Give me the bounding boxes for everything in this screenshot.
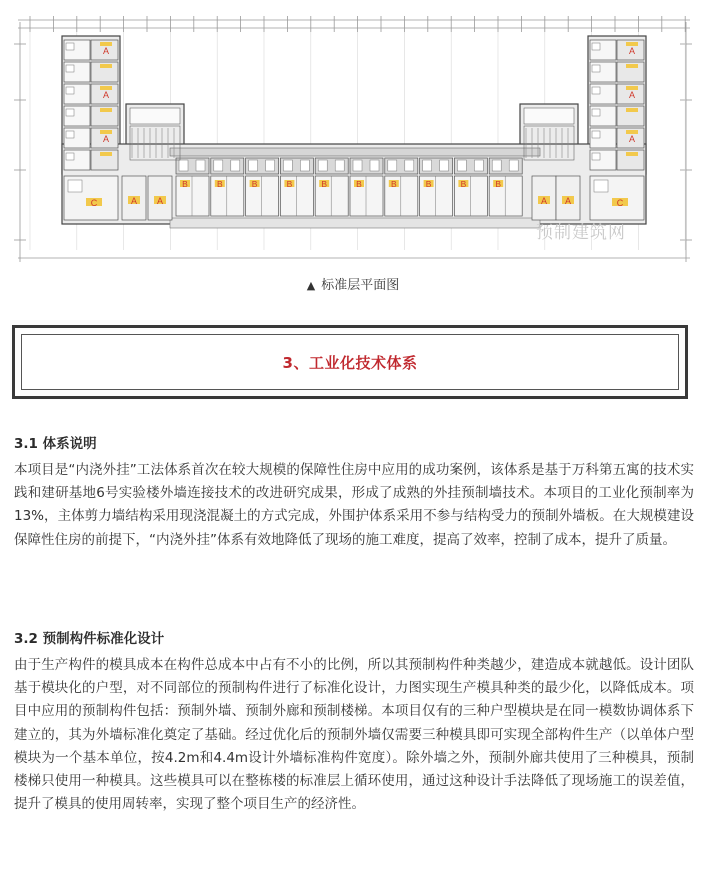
bath-fixture — [457, 160, 466, 171]
triangle-icon: ▲ — [306, 279, 316, 292]
unit-label-b: B — [356, 179, 362, 189]
bath-fixture — [509, 160, 518, 171]
unit-b — [454, 158, 487, 216]
bath-fixture — [266, 160, 275, 171]
unit-label-a: A — [102, 134, 110, 144]
unit-highlight — [100, 64, 112, 68]
unit-b — [280, 158, 313, 216]
bath-fixture — [405, 160, 414, 171]
bath-fixture — [318, 160, 327, 171]
unit-a-bar — [556, 176, 580, 220]
corridor — [170, 148, 540, 156]
figure-caption — [0, 276, 706, 296]
bath-fixture — [388, 160, 397, 171]
unit-label-a: A — [628, 134, 636, 144]
unit-b — [211, 158, 244, 216]
section-title: 3、工业化技术体系 — [282, 353, 418, 372]
unit-b — [489, 158, 522, 216]
unit-a-right — [590, 150, 644, 170]
bath-fixture — [231, 160, 240, 171]
unit-highlight — [626, 108, 638, 112]
unit-label-a: A — [628, 90, 636, 100]
bath-fixture — [592, 43, 600, 50]
unit-highlight — [626, 86, 638, 90]
unit-highlight — [100, 42, 112, 46]
subsection-body-3-2: 由于生产构件的模具成本在构件总成本中占有不小的比例，所以其预制构件种类越少，建造成本就越低。设计团队基于模块化的户型，对不同部位的预制构件进行了标准化设计，力图实现生产模具种类的最少化，以降低成本。项目中应用的预制构件包括：预制外墙、预制外廊和预制楼梯。本项目仅有的三种户型模块是在同一模数协调体系下建立的，其为外墙标准化奠定了基础。经过优化后的预制外墙仅需要三种模具即可实现全部构件生产（以单体户型模块为一个基本单位，按4.2m和4.4m设计外墙标准构件宽度）。除外墙之外，预制外廊共使用了三种模具，预制楼梯只使用一种模具。这些模具可以在整栋楼的标准层上循环使用，通过这种设计手法降低了现场施工的误差值，提升了模具的使用周转率，实现了整个项目生产的经济性。 — [14, 657, 694, 813]
bath-fixture — [474, 160, 483, 171]
unit-b — [385, 158, 418, 216]
unit-highlight — [100, 152, 112, 156]
unit-b — [420, 158, 453, 216]
watermark-text: 预制建筑网 — [536, 223, 626, 243]
bath-fixture — [300, 160, 309, 171]
bath-fixture — [66, 65, 74, 72]
room — [68, 180, 82, 192]
unit-c-left — [64, 176, 118, 220]
unit-label-b: B — [390, 179, 397, 189]
unit-b — [350, 158, 383, 216]
unit-a-left — [64, 62, 118, 82]
unit-highlight — [626, 64, 638, 68]
unit-label-b: B — [425, 179, 432, 189]
stair-landing — [130, 108, 180, 124]
unit-label-a: A — [628, 46, 636, 56]
stair-landing — [524, 108, 574, 124]
unit-label-b: B — [182, 179, 188, 189]
unit-label-c: C — [616, 198, 624, 208]
unit-label-b: B — [251, 179, 258, 189]
room — [594, 180, 608, 192]
bath-fixture — [592, 109, 600, 116]
unit-a-left — [64, 106, 118, 126]
unit-label-a: A — [102, 90, 110, 100]
unit-b — [246, 158, 279, 216]
bath-fixture — [423, 160, 432, 171]
unit-label-a: A — [130, 196, 138, 206]
unit-a-left — [64, 40, 118, 60]
section-title-inner-frame — [21, 334, 679, 390]
bath-fixture — [353, 160, 362, 171]
bath-fixture — [440, 160, 449, 171]
unit-label-a: A — [564, 196, 572, 206]
unit-a-right — [590, 128, 644, 148]
unit-highlight — [100, 108, 112, 112]
unit-a-left — [64, 150, 118, 170]
bath-fixture — [66, 131, 74, 138]
unit-label-b: B — [495, 179, 502, 189]
unit-label-a: A — [156, 196, 164, 206]
bath-fixture — [66, 87, 74, 94]
bath-fixture — [592, 65, 600, 72]
unit-highlight — [626, 130, 638, 134]
unit-label-c: C — [90, 198, 98, 208]
unit-b — [315, 158, 348, 216]
bath-fixture — [66, 43, 74, 50]
subsection-heading-3-2: 3.2 预制构件标准化设计 — [14, 631, 165, 647]
unit-c-right — [590, 176, 644, 220]
unit-a-left — [64, 128, 118, 148]
unit-a-bar — [532, 176, 556, 220]
unit-a-bar — [148, 176, 172, 220]
section-title-box — [12, 325, 688, 399]
unit-highlight — [100, 130, 112, 134]
bath-fixture — [179, 160, 188, 171]
bath-fixture — [66, 153, 74, 160]
bath-fixture — [592, 87, 600, 94]
bath-fixture — [214, 160, 223, 171]
bath-fixture — [196, 160, 205, 171]
unit-a-right — [590, 62, 644, 82]
unit-label-a: A — [102, 46, 110, 56]
unit-highlight — [626, 42, 638, 46]
unit-label-b: B — [321, 179, 328, 189]
unit-a-right — [590, 84, 644, 104]
bath-fixture — [492, 160, 501, 171]
bath-fixture — [283, 160, 292, 171]
balcony-band — [170, 218, 540, 228]
unit-label-b: B — [460, 179, 467, 189]
unit-a-right — [590, 40, 644, 60]
unit-a-right — [590, 106, 644, 126]
bath-fixture — [592, 153, 600, 160]
unit-highlight — [626, 152, 638, 156]
subsection-body-3-1: 本项目是“内浇外挂”工法体系首次在较大规模的保障性住房中应用的成功案例，该体系是基于万科第五寓的技术实践和建研基地6号实验楼外墙连接技术的改进研究成果，形成了成熟的外挂预制墙技术。本项目的工业化预制率为13%，主体剪力墙结构采用现浇混凝土的方式完成，外围护体系采用不参与结构受力的预制外墙板。在大规模建设保障性住房的前提下，“内浇外挂”体系有效地降低了现场的施工难度，提高了效率，控制了成本，提升了质量。 — [14, 462, 694, 548]
bath-fixture — [335, 160, 344, 171]
unit-a-bar — [122, 176, 146, 220]
bath-fixture — [370, 160, 379, 171]
unit-label-b: B — [286, 179, 293, 189]
bath-fixture — [592, 131, 600, 138]
bath-fixture — [66, 109, 74, 116]
subsection-heading-3-1: 3.1 体系说明 — [14, 436, 97, 452]
unit-label-b: B — [216, 179, 223, 189]
figure-caption-text: 标准层平面图 — [321, 278, 400, 293]
unit-highlight — [100, 86, 112, 90]
unit-label-a: A — [540, 196, 548, 206]
dimension-ticks — [30, 16, 685, 32]
unit-b — [176, 158, 209, 216]
bath-fixture — [249, 160, 258, 171]
unit-a-left — [64, 84, 118, 104]
